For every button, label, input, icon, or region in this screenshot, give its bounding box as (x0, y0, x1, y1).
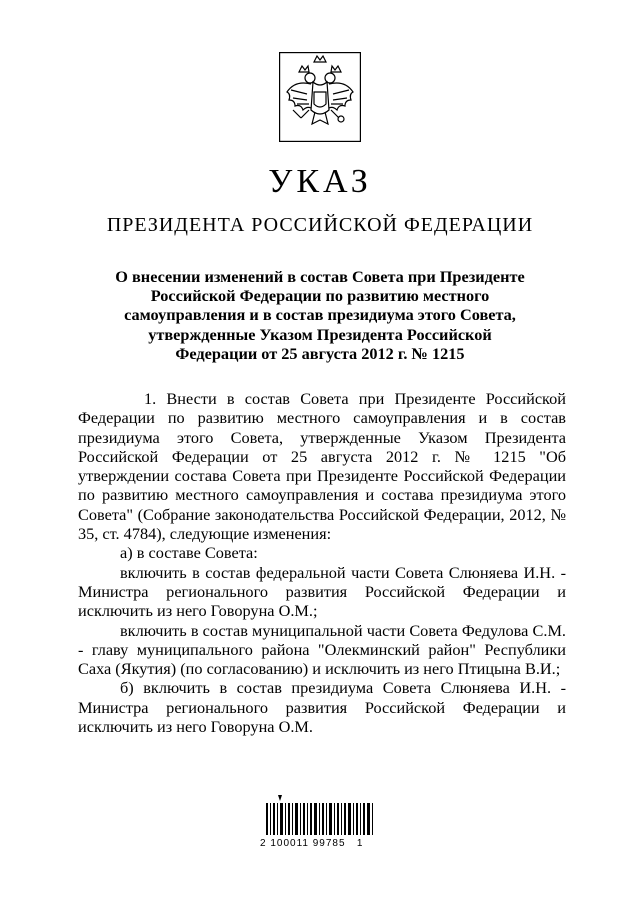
paragraph-1: 1. Внести в состав Совета при Президенте Российской Федерации по развитию местного самоуправления и в состав президиума этого Совета, утвержденные Указом Президента Российской Федерации от 25 августа 2012 г. № 1215 "Об утверждении состава Совета при Президенте Российской Федерации по развитию местного самоуправления и состава президиума этого Совета" (Собрание законодательства Российской Федерации, 2012, № 35, ст. 4784), следующие изменения: (78, 389, 566, 544)
paragraph-2: а) в составе Совета: (120, 543, 258, 563)
document-subtitle: ПРЕЗИДЕНТА РОССИЙСКОЙ ФЕДЕРАЦИИ (106, 214, 534, 236)
paragraph-3: включить в состав федеральной части Совета Слюняева И.Н. - Министра регионального развития Российской Федерации и исключить из него Говоруна О.М.; (78, 562, 566, 621)
document-title: УКАЗ (268, 163, 372, 200)
document-heading: О внесении изменений в состав Совета при Президенте Российской Федерации по развитию местного самоуправления и в состав президиума этого Совета, утвержденные Указом Президента Российской Федерации от 25 августа 2012 г. № 1215 (115, 267, 525, 363)
document-body (78, 389, 566, 736)
paragraph-4: включить в состав муниципальной части Совета Федулова С.М. - главу муниципального района "Олекминский район" Республики Саха (Якутия) (по согласованию) и исключить из него Птицына В.И.; (78, 620, 566, 679)
paragraph-5: б) включить в состав президиума Совета Слюняева И.Н. - Министра регионального развития Российской Федерации и исключить из него Говоруна О.М. (78, 678, 566, 737)
barcode-number: 2 100011 99785 1 (260, 838, 364, 849)
coat-of-arms-icon (279, 52, 361, 142)
